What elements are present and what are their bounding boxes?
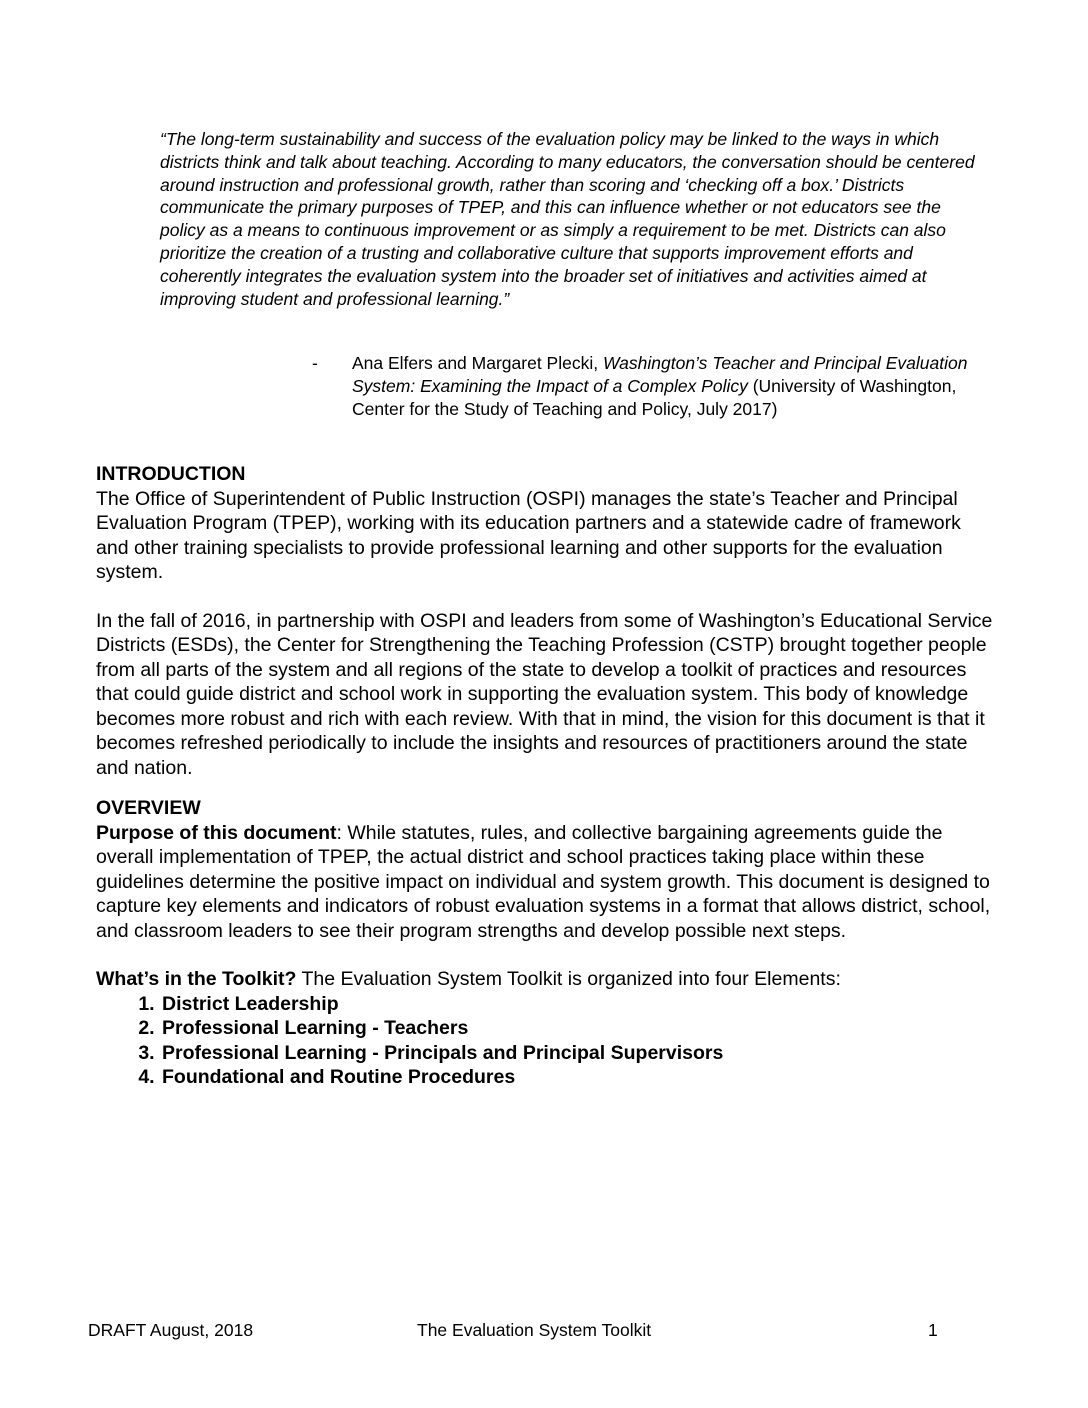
attribution-dash: - [312, 353, 318, 373]
footer-document-title: The Evaluation System Toolkit [417, 1320, 652, 1340]
list-item: 1. District Leadership [160, 992, 996, 1017]
list-item: 2. Professional Learning - Teachers [160, 1016, 996, 1041]
toolkit-label: What’s in the Toolkit? [96, 968, 297, 990]
quote-text: “The long-term sustainability and success of the evaluation policy may be linked to the ways in which districts think and talk about teaching. According to many educators, the conversation should be centered around instruction and professional growth, rather than scoring and ‘checking off a box.’ Districts communicate the primary purposes of TPEP, and this can influence whether or not educators see the policy as a means to continuous improvement or as simply a requirement to be met. Districts can also prioritize the creation of a trusting and collaborative culture that supports improvement efforts and coherently integrates the evaluation system into the broader set of initiatives and activities aimed at improving student and professional learning.” [160, 129, 975, 309]
list-item: 4. Foundational and Routine Procedures [160, 1065, 996, 1090]
introduction-paragraph-1: The Office of Superintendent of Public Instruction (OSPI) manages the state’s Teacher and Principal Evaluation Program (TPEP), working with its education partners and a statewide cadre of framework and other training specialists to provide professional learning and other supports for the evaluation system. [96, 487, 961, 583]
list-item: 3. Professional Learning - Principals and Principal Supervisors [160, 1041, 996, 1066]
purpose-paragraph [96, 821, 996, 944]
footer-draft-date: DRAFT August, 2018 [88, 1320, 254, 1340]
attribution-title: Washington’s Teacher and Principal Evaluation System: Examining the Impact of a Complex Policy [352, 353, 968, 396]
elements-list [96, 992, 996, 1090]
epigraph-quote [160, 128, 990, 310]
purpose-label: Purpose of this document [96, 821, 337, 844]
toolkit-paragraph [96, 967, 996, 992]
attribution-source: (University of Washington, Center for the Study of Teaching and Policy, July 2017) [352, 375, 957, 419]
attribution-authors: Ana Elfers and Margaret Plecki, [352, 353, 603, 373]
toolkit-text: The Evaluation System Toolkit is organized into four Elements: [296, 968, 841, 990]
attribution-body [352, 352, 992, 420]
quote-attribution [312, 352, 992, 420]
main-content [96, 462, 996, 1090]
introduction-paragraph-2: In the fall of 2016, in partnership with OSPI and leaders from some of Washington’s Educational Service Districts (ESDs), the Center for Strengthening the Teaching Profession (CSTP) brought together people from all parts of the system and all regions of the state to develop a toolkit of practices and resources that could guide district and school work in supporting the evaluation system. This body of knowledge becomes more robust and rich with each review. With that in mind, the vision for this document is that it becomes refreshed periodically to include the insights and resources of practitioners around the state and nation. [96, 609, 993, 779]
overview-heading: OVERVIEW [96, 797, 201, 819]
footer-page-number: 1 [928, 1320, 938, 1340]
introduction-heading: INTRODUCTION [96, 463, 246, 485]
purpose-text: : While statutes, rules, and collective bargaining agreements guide the overall implementation of TPEP, the actual district and school practices taking place within these guidelines determine the positive impact on individual and system growth. This document is designed to capture key elements and indicators of robust evaluation systems in a format that allows district, school, and classroom leaders to see their program strengths and develop possible next steps. [96, 821, 991, 942]
